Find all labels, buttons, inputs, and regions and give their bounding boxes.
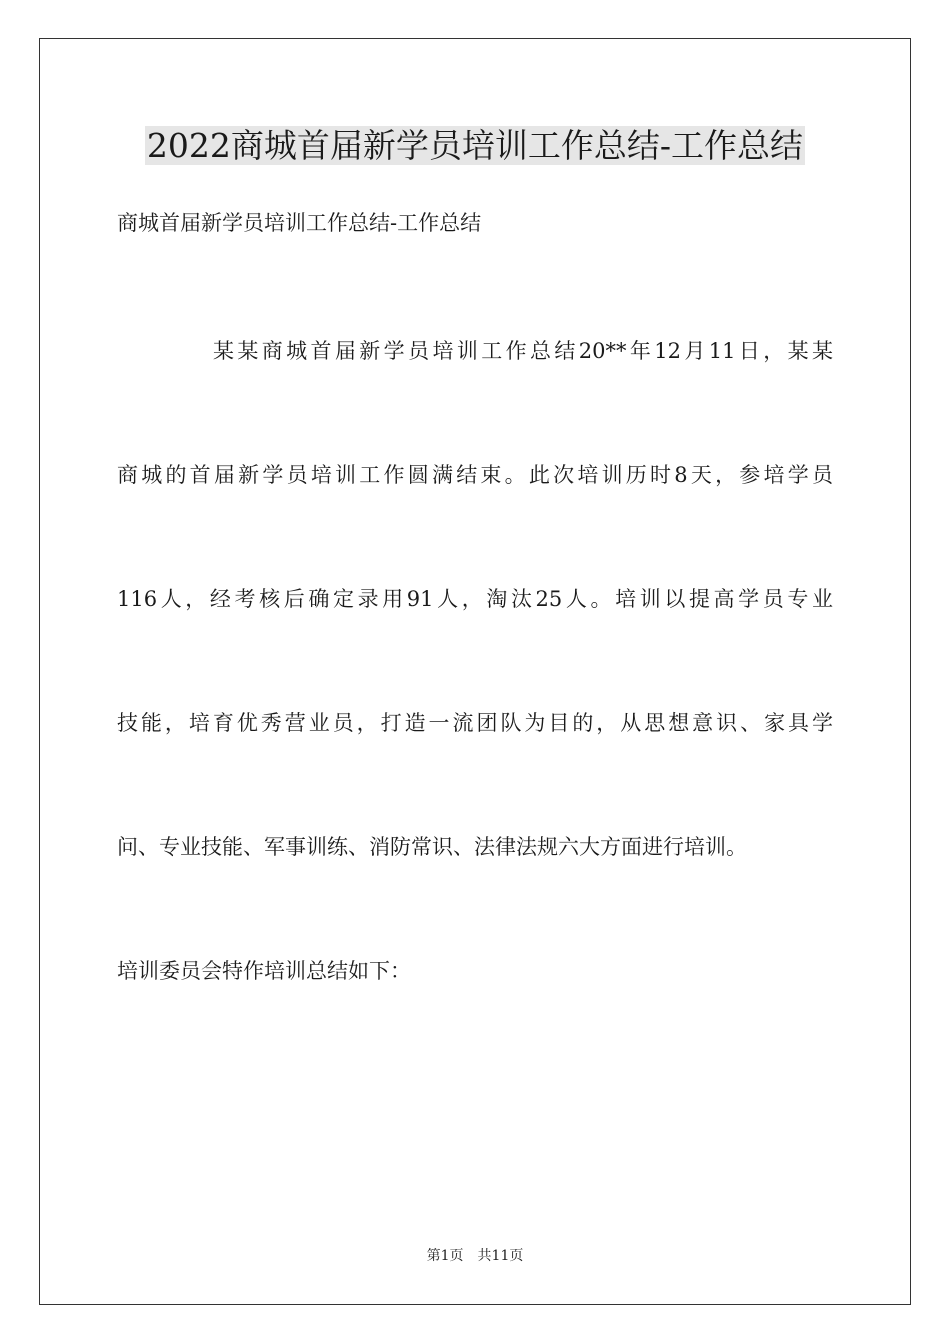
page-number: 第1页 <box>426 1248 464 1264</box>
paragraph-line-3: 116人，经考核后确定录用91人，淘汰25人。培训以提高学员专业 <box>117 587 833 611</box>
page-total: 共11页 <box>477 1248 524 1264</box>
paragraph-line-1: 某某商城首届新学员培训工作总结20**年12月11日，某某 <box>213 339 833 363</box>
document-subtitle: 商城首届新学员培训工作总结-工作总结 <box>117 211 482 235</box>
page-footer <box>0 1246 950 1266</box>
document-title <box>0 120 950 172</box>
document-title-text: 2022商城首届新学员培训工作总结-工作总结 <box>146 126 804 165</box>
paragraph-line-6: 培训委员会特作培训总结如下： <box>117 959 411 983</box>
paragraph-line-5: 问、专业技能、军事训练、消防常识、法律法规六大方面进行培训。 <box>117 835 747 859</box>
paragraph-line-4: 技能，培育优秀营业员，打造一流团队为目的，从思想意识、家具学 <box>117 711 833 735</box>
paragraph-line-2: 商城的首届新学员培训工作圆满结束。此次培训历时8天，参培学员 <box>117 463 833 487</box>
